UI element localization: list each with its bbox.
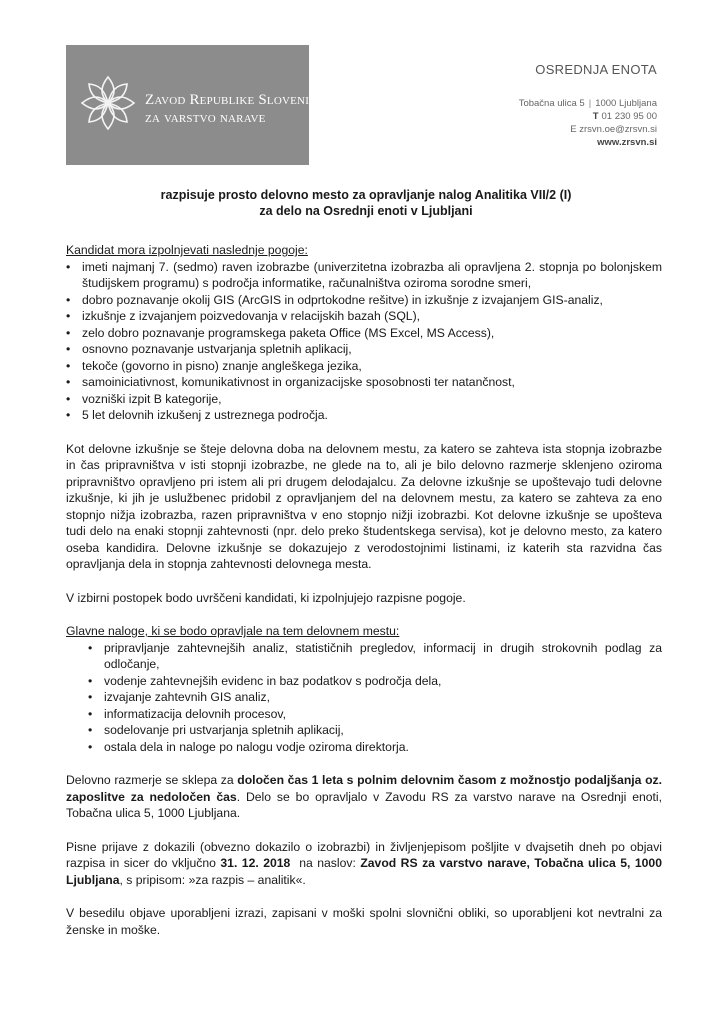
list-item: • osnovno poznavanje ustvarjanja spletnih aplikacij, [66,341,662,358]
list-item: • informatizacija delovnih procesov, [66,706,662,723]
phone-line [519,110,657,123]
list-item: • vozniški izpit B kategorije, [66,391,662,408]
gender-note: V besedilu objave uporabljeni izrazi, zapisani v moški spolni slovnični obliki, so uporabljeni kot nevtralni za ženske in moške. [66,906,662,937]
application-text-mid: na naslov: [290,856,361,870]
application-text-pre: Pisne prijave z dokazili (obvezno dokazilo o izobrazbi) in življenjepisom pošljite v dvajsetih dneh po objavi razpisa in sicer do vključno [66,839,662,870]
experience-paragraph: Kot delovne izkušnje se šteje delovna doba na delovnem mestu, za katero se zahteva ista stopnja izobrazbe in čas pripravništva v isti stopnji izobrazbe, ne glede na to, ali je bilo delovno razmerje sklenjeno oziroma pripravništvo opravljeno pri istem ali pri drugem delodajalcu. Za delovne izkušnje se upoštevajo tudi delovne izkušnje, ki jih je uslužbenec pridobil z opravljanjem del na delovnem mestu, za katero se zahteva za eno stopnjo nižja izobrazba, razen pripravništva v eno stopnjo nižji izobrazbi. Kot delovne izkušnje se upošteva tudi delo na enaki stopnji zahtevnosti (npr. delo preko študentskega servisa), kot je delovno mesto, za katero oseba kandidira. Delovne izkušnje se dokazujejo z verodostojnimi listinami, iz katerih sta razvidna čas opravljanja dela in stopnja zahtevnosti delovnega mesta. [66,441,662,571]
employment-text-post: . Delo se bo opravljalo v Zavodu RS za varstvo narave na Osrednji enoti, Tobačna ulica 5, 1000 Ljubljana. [66,789,663,820]
organization-name-line1: Zavod Republike Slovenije [145,92,321,108]
email-address: zrsvn.oe@zrsvn.si [579,124,657,135]
requirements-list [66,259,662,424]
organization-name-line2: za varstvo narave [145,110,266,126]
list-item: • dobro poznavanje okolij GIS (ArcGIS in odprtokodne rešitve) in izkušnje z izvajanjem GIS-analiz, [66,292,662,309]
application-address: Zavod RS za varstvo narave, Tobačna ulica 5, 1000 Ljubljana [66,856,662,887]
document-title [66,187,666,219]
email-label: E [570,124,577,135]
application-paragraph [66,839,662,889]
application-text-post: , s pripisom: »za razpis – analitik«. [119,872,306,887]
email-line [519,123,657,136]
list-item: • samoiniciativnost, komunikativnost in organizacijske sposobnosti ter natančnost, [66,374,662,391]
tasks-heading: Glavne naloge, ki se bodo opravljale na tem delovnem mestu: [66,624,400,638]
document-body [66,242,662,938]
list-item: • 5 let delovnih izkušenj z ustreznega področja. [66,407,662,424]
title-line2: za delo na Osrednji enoti v Ljubljani [259,204,473,218]
address-line: Tobačna ulica 5 | 1000 Ljubljana [518,98,657,109]
list-item: • zelo dobro poznavanje programskega paketa Office (MS Excel, MS Access), [66,325,662,342]
title-line1: razpisuje prosto delovno mesto za opravljanje nalog Analitika VII/2 (I) [160,188,572,202]
list-item: • izkušnje z izvajanjem poizvedovanja v relacijskih bazah (SQL), [66,308,662,325]
logo [66,45,321,165]
selection-paragraph: V izbirni postopek bodo uvrščeni kandidati, ki izpolnjujejo razpisne pogoje. [66,590,466,605]
contact-block [519,97,657,149]
tasks-list [66,640,662,756]
unit-title: OSREDNJA ENOTA [535,62,657,77]
employment-text-pre: Delovno razmerje se sklepa za [66,773,238,787]
address-city: 1000 Ljubljana [595,98,657,109]
phone-number: 01 230 95 00 [601,111,657,122]
list-item: • ostala dela in naloge po nalogu vodje oziroma direktorja. [66,739,662,756]
organization-name [145,91,320,127]
list-item: • vodenje zahtevnejših evidenc in baz podatkov s področja dela, [66,673,662,690]
address-street: Tobačna ulica 5 [518,98,585,109]
application-deadline: 31. 12. 2018 [220,856,291,870]
leaf-pattern-icon [78,73,138,133]
employment-terms: določen čas 1 leta s polnim delovnim časom z možnostjo podaljšanja oz. zaposlitve za nedoločen čas [66,773,662,804]
list-item: • tekoče (govorno in pisno) znanje angleškega jezika, [66,358,662,375]
list-item: • imeti najmanj 7. (sedmo) raven izobrazbe (univerzitetna izobrazba ali opravljena 2. stopnja po bolonjskem študijskem programu) s področja informatike, računalništva oziroma sorodne smeri, [66,259,662,292]
requirements-heading: Kandidat mora izpolnjevati naslednje pogoje: [66,243,308,257]
employment-paragraph [66,772,662,822]
list-item: • sodelovanje pri ustvarjanja spletnih aplikacij, [66,722,662,739]
website: www.zrsvn.si [597,137,657,148]
list-item: • pripravljanje zahtevnejših analiz, statističnih pregledov, informacij in drugih strokovnih podlag za odločanje, [66,640,662,673]
list-item: • izvajanje zahtevnih GIS analiz, [66,689,662,706]
phone-label: T [592,111,599,122]
